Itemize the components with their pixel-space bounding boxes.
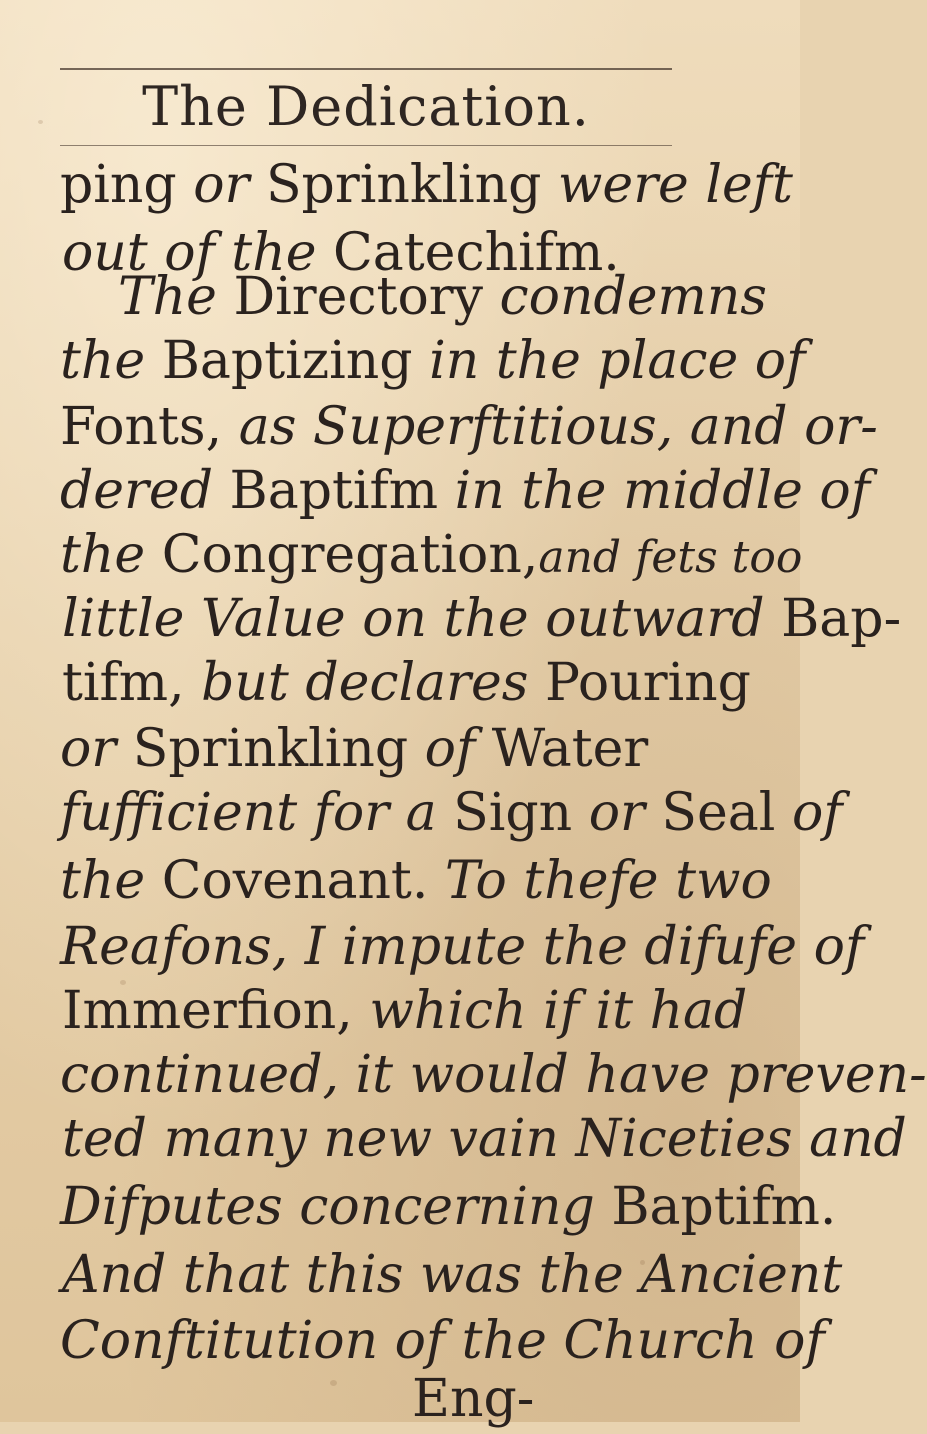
text-line bbox=[62, 976, 747, 1046]
header-rule-top bbox=[60, 68, 672, 70]
text-line bbox=[60, 150, 793, 220]
line-9-part-1: tifm, bbox=[62, 653, 202, 713]
text-line bbox=[60, 392, 878, 462]
text-line bbox=[60, 1172, 836, 1242]
text-line bbox=[60, 778, 843, 848]
line-6-part-2: Baptifm bbox=[229, 461, 455, 521]
line-1-part-2: or bbox=[193, 155, 266, 215]
line-7-part-1: the bbox=[60, 525, 162, 585]
text-line bbox=[62, 1104, 907, 1174]
line-18-part-1: And that this was the Ancient bbox=[62, 1245, 843, 1305]
line-1-part-1: ping bbox=[60, 155, 194, 215]
line-7-part-3: and fets too bbox=[538, 532, 803, 583]
catchword-text: Eng- bbox=[412, 1369, 535, 1429]
text-line bbox=[62, 648, 751, 718]
line-9-part-3: Pouring bbox=[545, 653, 751, 713]
text-line bbox=[60, 326, 805, 396]
line-12-part-3: To thefe two bbox=[444, 851, 772, 911]
line-4-part-1: the bbox=[60, 331, 162, 391]
line-14-part-1: Immerfion, bbox=[62, 981, 370, 1041]
text-line bbox=[60, 1040, 927, 1110]
line-12-part-1: the bbox=[60, 851, 162, 911]
line-12-part-2: Covenant. bbox=[161, 851, 445, 911]
paper-speck bbox=[330, 1380, 337, 1386]
text-line bbox=[60, 846, 772, 916]
line-8-part-2: Bap- bbox=[781, 589, 902, 649]
running-head: The Dedication. bbox=[142, 75, 590, 138]
text-line bbox=[60, 456, 870, 526]
line-9-part-2: but declares bbox=[201, 653, 546, 713]
catchword bbox=[412, 1364, 534, 1434]
line-11-part-5: of bbox=[791, 783, 843, 843]
line-14-part-2: which if it had bbox=[369, 981, 748, 1041]
line-3-part-2: Directory bbox=[233, 267, 500, 327]
text-line bbox=[60, 912, 864, 982]
text-line bbox=[62, 584, 901, 654]
line-5-part-1: Fonts, bbox=[60, 397, 239, 457]
line-11-part-1: fufficient for a bbox=[60, 783, 454, 843]
line-10-part-3: of bbox=[424, 719, 492, 779]
text-line bbox=[118, 262, 767, 332]
line-2-part-2: Catechifm. bbox=[333, 223, 620, 283]
line-10-part-1: or bbox=[60, 719, 133, 779]
line-10-part-4: Water bbox=[491, 719, 649, 779]
line-6-part-3: in the middle of bbox=[454, 461, 870, 521]
text-line bbox=[62, 1240, 842, 1310]
line-8-part-1: little Value on the outward bbox=[62, 589, 782, 649]
header-rule-bottom bbox=[60, 145, 672, 146]
line-1-part-3: Sprinkling bbox=[265, 155, 558, 215]
text-line bbox=[60, 714, 648, 784]
line-7-part-2: Congregation, bbox=[161, 525, 539, 585]
line-11-part-2: Sign bbox=[453, 783, 589, 843]
text-line bbox=[60, 520, 802, 590]
line-15-part-1: continued, it would have preven- bbox=[60, 1045, 927, 1105]
line-11-part-4: Seal bbox=[661, 783, 792, 843]
line-19-part-1: Conftitution of the Church of bbox=[60, 1311, 825, 1371]
line-11-part-3: or bbox=[588, 783, 662, 843]
line-10-part-2: Sprinkling bbox=[132, 719, 425, 779]
line-3-part-3: condemns bbox=[499, 267, 767, 327]
line-13-part-1: Reafons, I impute the difufe of bbox=[60, 917, 865, 977]
line-4-part-2: Baptizing bbox=[161, 331, 430, 391]
line-16-part-1: ted many new vain Niceties and bbox=[62, 1109, 907, 1169]
line-6-part-1: dered bbox=[60, 461, 230, 521]
paper-speck bbox=[38, 120, 43, 124]
line-3-part-1: The bbox=[118, 267, 234, 327]
line-17-part-1: Difputes concerning bbox=[60, 1177, 612, 1237]
line-17-part-2: Baptifm. bbox=[611, 1177, 837, 1237]
line-2-part-1: out of the bbox=[62, 223, 333, 283]
line-1-part-4: were left bbox=[557, 155, 793, 215]
line-4-part-3: in the place of bbox=[429, 331, 806, 391]
line-5-part-2: as Superftitious, and or- bbox=[238, 397, 878, 457]
